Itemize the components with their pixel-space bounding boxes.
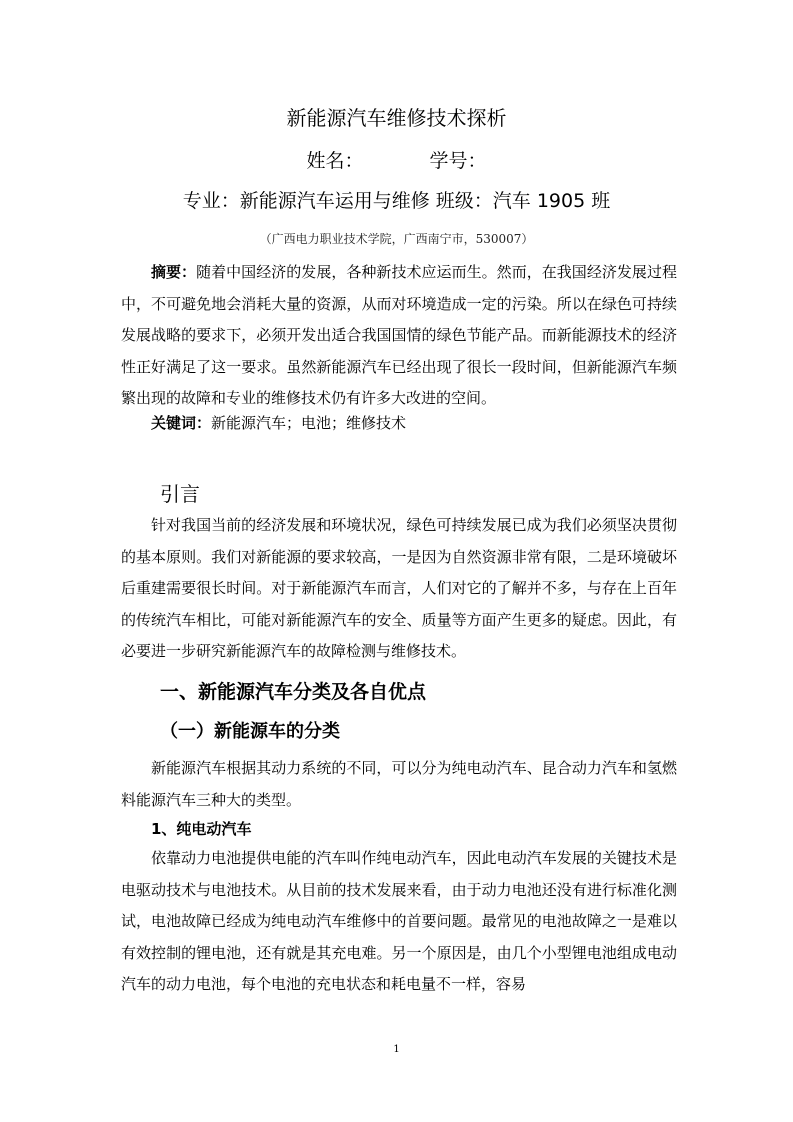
abstract-text: 随着中国经济的发展，各种新技术应运而生。然而，在我国经济发展过程中，不可避免地会消耗大量的资源，从而对环境造成一定的污染。所以在绿色可持续发展战略的要求下，必须开发出适合我国国情的绿色节能产品。而新能源技术的经济性正好满足了这一要求。虽然新能源汽车已经出现了很长一段时间，但新能源汽车频繁出现的故障和专业的维修技术仍有许多大改进的空间。 — [121, 263, 677, 407]
abstract-label: 摘要： — [151, 263, 197, 281]
name-label: 姓名： — [306, 150, 364, 172]
item-1-heading: 1、纯电动汽车 — [151, 820, 252, 838]
intro-paragraph — [121, 510, 677, 668]
subsection-1-paragraph — [121, 753, 677, 816]
student-id-label: 学号： — [429, 150, 487, 172]
item-1-text: 依靠动力电池提供电能的汽车叫作纯电动汽车，因此电动汽车发展的关键技术是电驱动技术与电池技术。从目前的技术发展来看，由于动力电池还没有进行标准化测试，电池故障已经成为纯电动汽车维修中的首要问题。最常见的电池故障之一是难以有效控制的锂电池，还有就是其充电难。另一个原因是，由几个小型锂电池组成电动汽车的动力电池，每个电池的充电状态和耗电量不一样，容易 — [121, 849, 677, 993]
page-number: 1 — [393, 1044, 400, 1055]
intro-heading: 引言 — [160, 482, 200, 506]
keywords-label: 关键词： — [151, 414, 212, 432]
affiliation: （广西电力职业技术学院，广西南宁市，530007） — [259, 232, 534, 246]
paper-title: 新能源汽车维修技术探析 — [286, 106, 507, 130]
intro-text: 针对我国当前的经济发展和环境状况，绿色可持续发展已成为我们必须坚决贯彻的基本原则。我们对新能源的要求较高，一是因为自然资源非常有限，二是环境破坏后重建需要很长时间。对于新能源汽车而言，人们对它的了解并不多，与存在上百年的传统汽车相比，可能对新能源汽车的安全、质量等方面产生更多的疑虑。因此，有必要进一步研究新能源汽车的故障检测与维修技术。 — [121, 516, 677, 660]
keywords-text: 新能源汽车；电池；维修技术 — [211, 414, 407, 432]
subsection-1-text: 新能源汽车根据其动力系统的不同，可以分为纯电动汽车、昆合动力汽车和氢燃料能源汽车三种大的类型。 — [121, 759, 677, 809]
subsection-1-heading: （一）新能源车的分类 — [160, 721, 340, 742]
abstract — [121, 257, 677, 415]
keywords — [121, 408, 677, 440]
name-id-line — [0, 146, 793, 173]
major-class-line: 专业：新能源汽车运用与维修 班级：汽车 1905 班 — [182, 190, 611, 212]
section-1-heading: 一、新能源汽车分类及各自优点 — [160, 681, 427, 703]
item-1-paragraph — [121, 843, 677, 1001]
